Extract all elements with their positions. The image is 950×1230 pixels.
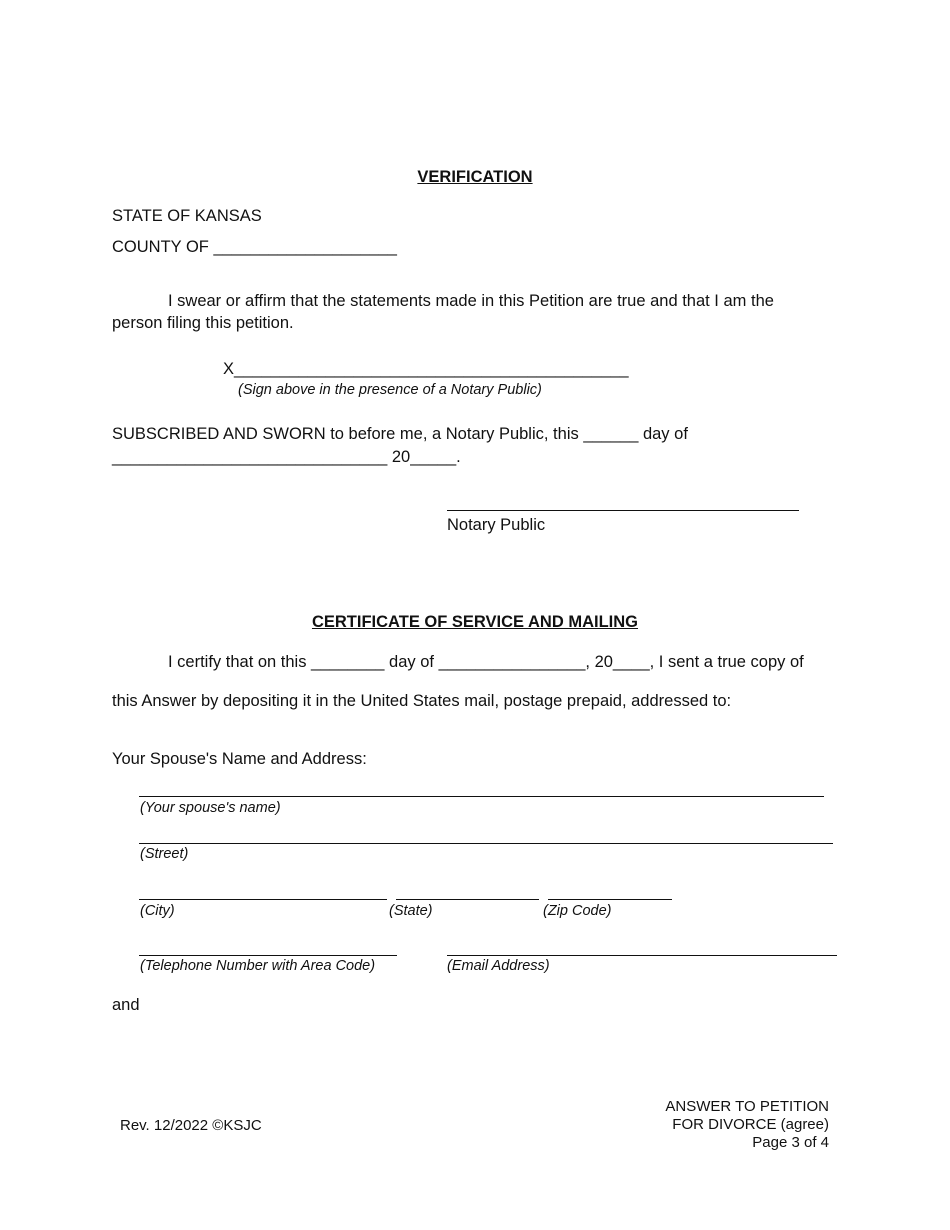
notary-signature-line[interactable]	[447, 510, 799, 511]
street-caption: (Street)	[140, 846, 189, 862]
county-field[interactable]: COUNTY OF ____________________	[112, 238, 397, 256]
signature-caption: (Sign above in the presence of a Notary Public)	[238, 382, 542, 398]
state-label: STATE OF KANSAS	[112, 207, 262, 225]
notary-label: Notary Public	[447, 516, 546, 534]
signature-field[interactable]: X___________________________________________	[223, 360, 629, 378]
oath-statement-line2: person filing this petition.	[112, 314, 294, 332]
spouse-heading: Your Spouse's Name and Address:	[112, 750, 367, 768]
zip-caption: (Zip Code)	[543, 903, 612, 919]
verification-title: VERIFICATION	[417, 168, 533, 186]
zip-line[interactable]	[548, 899, 672, 900]
state-line[interactable]	[396, 899, 539, 900]
city-caption: (City)	[140, 903, 175, 919]
state-caption: (State)	[389, 903, 433, 919]
phone-caption: (Telephone Number with Area Code)	[140, 958, 376, 974]
footer-doc-title-line2: FOR DIVORCE (agree)	[672, 1116, 829, 1133]
sworn-statement-line2: ______________________________ 20_____.	[112, 448, 461, 466]
email-caption: (Email Address)	[447, 958, 550, 974]
oath-statement-line1: I swear or affirm that the statements made in this Petition are true and that I am the	[168, 292, 774, 310]
footer-doc-title-line1: ANSWER TO PETITION	[665, 1098, 829, 1115]
street-line[interactable]	[139, 843, 833, 844]
certificate-title: CERTIFICATE OF SERVICE AND MAILING	[311, 613, 639, 631]
footer-revision: Rev. 12/2022 ©KSJC	[120, 1117, 262, 1134]
footer-page-number: Page 3 of 4	[752, 1134, 829, 1151]
and-text: and	[112, 996, 140, 1014]
spouse-name-caption: (Your spouse's name)	[140, 800, 281, 816]
certificate-text-line1: I certify that on this ________ day of ________________, 20____, I sent a true copy of	[168, 653, 804, 671]
sworn-statement-line1: SUBSCRIBED AND SWORN to before me, a Notary Public, this ______ day of	[112, 425, 688, 443]
city-line[interactable]	[139, 899, 387, 900]
certificate-text-line2: this Answer by depositing it in the United States mail, postage prepaid, addressed to:	[112, 692, 732, 710]
spouse-name-line[interactable]	[139, 796, 824, 797]
